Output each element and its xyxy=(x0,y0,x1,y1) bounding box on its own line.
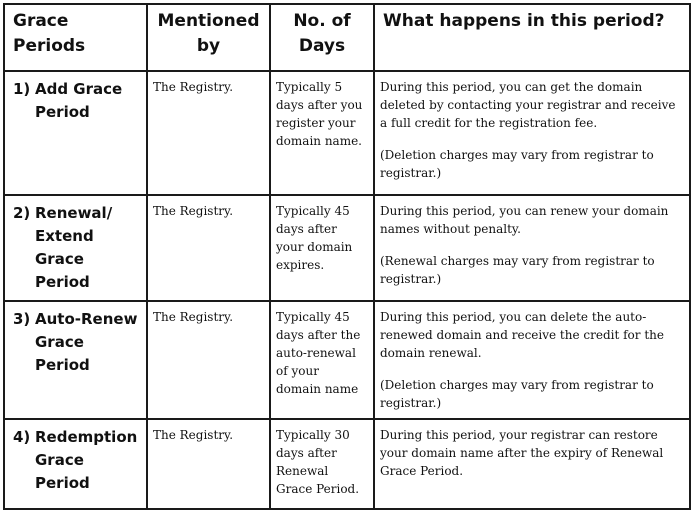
row-number: 4) xyxy=(13,428,31,446)
description-note: (Deletion charges may vary from registrar to registrar.) xyxy=(380,148,654,180)
grace-period-name-cell xyxy=(4,419,147,509)
description-note: (Renewal charges may vary from registrar to registrar.) xyxy=(380,254,655,286)
grace-period-name: Auto-Renew Grace Period xyxy=(35,310,138,374)
description-cell xyxy=(374,419,690,509)
header-no-of-days: No. of Days xyxy=(270,4,374,71)
header-row xyxy=(4,4,690,71)
table-row xyxy=(4,71,690,195)
description-text: During this period, you can delete the auto-renewed domain and receive the credit for the domain renewal. xyxy=(380,310,664,360)
days-cell: Typically 30 days after Renewal Grace Period. xyxy=(270,419,374,509)
mentioned-by-cell: The Registry. xyxy=(147,195,270,301)
header-grace-periods: Grace Periods xyxy=(4,4,147,71)
header-mentioned-by: Mentioned by xyxy=(147,4,270,71)
grace-period-name-cell xyxy=(4,301,147,419)
description-text: During this period, you can get the domain deleted by contacting your registrar and receive a full credit for the registration fee. xyxy=(380,80,676,130)
row-number: 3) xyxy=(13,310,31,328)
mentioned-by-cell: The Registry. xyxy=(147,71,270,195)
table-row xyxy=(4,195,690,301)
grace-periods-table xyxy=(3,3,691,510)
table-row xyxy=(4,301,690,419)
days-cell: Typically 5 days after you register your domain name. xyxy=(270,71,374,195)
mentioned-by-cell: The Registry. xyxy=(147,301,270,419)
description-text: During this period, you can renew your domain names without penalty. xyxy=(380,204,669,236)
row-number: 2) xyxy=(13,204,31,222)
description-cell xyxy=(374,301,690,419)
grace-period-name: Redemption Grace Period xyxy=(35,428,138,492)
description-text: During this period, your registrar can restore your domain name after the expiry of Renewal Grace Period. xyxy=(380,428,664,478)
description-cell xyxy=(374,71,690,195)
description-note: (Deletion charges may vary from registrar to registrar.) xyxy=(380,378,654,410)
header-what-happens: What happens in this period? xyxy=(374,4,690,71)
days-cell: Typically 45 days after the auto-renewal of your domain name xyxy=(270,301,374,419)
table-row xyxy=(4,419,690,509)
mentioned-by-cell: The Registry. xyxy=(147,419,270,509)
row-number: 1) xyxy=(13,80,31,98)
grace-period-name-cell xyxy=(4,195,147,301)
grace-period-name-cell xyxy=(4,71,147,195)
description-cell xyxy=(374,195,690,301)
grace-period-name: Add Grace Period xyxy=(35,80,123,121)
days-cell: Typically 45 days after your domain expires. xyxy=(270,195,374,301)
grace-period-name: Renewal/ Extend Grace Period xyxy=(35,204,113,291)
